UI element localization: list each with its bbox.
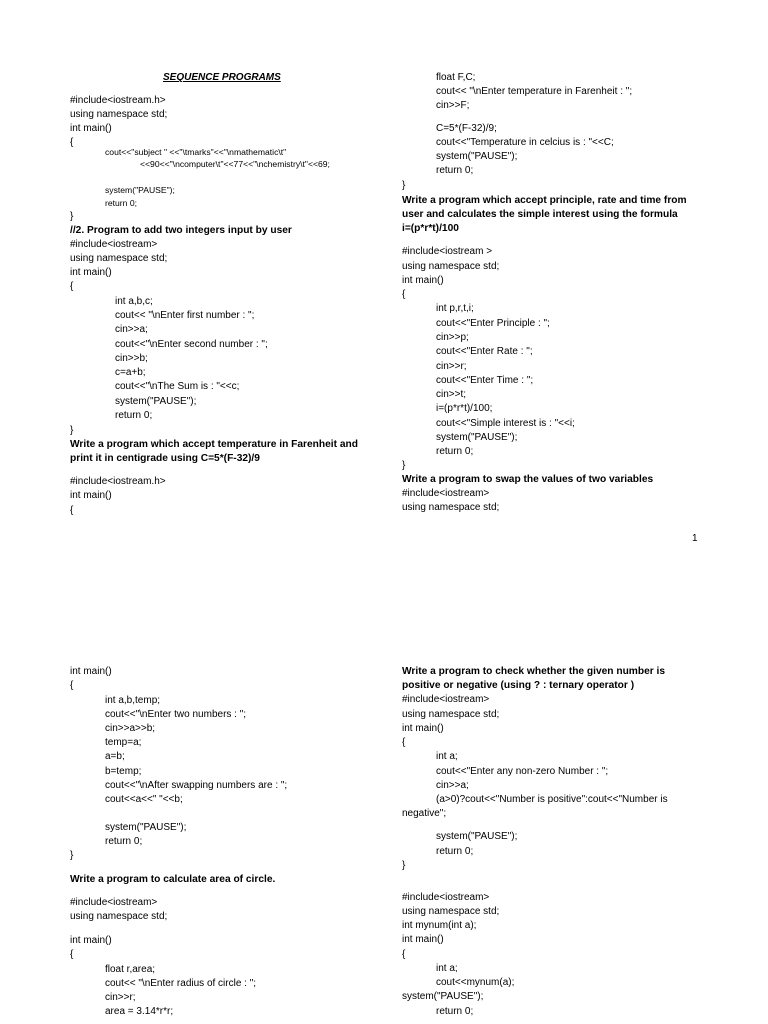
code-line-int-main: int main() [70, 666, 112, 677]
code-line-include-iostream-h: #include<iostream.h> [70, 95, 166, 106]
heading-write-a-program-to-swap-the-values-of-tw: Write a program to swap the values of two variables [402, 474, 654, 485]
code-line-system-pause: system("PAUSE"); [436, 831, 518, 842]
code-line-int-a: int a; [436, 751, 458, 762]
document-page-2 [0, 640, 768, 1024]
code-line-line: { [402, 289, 406, 300]
page2-right-column [402, 640, 732, 1024]
code-line-cin-f: cin>>F; [436, 100, 470, 111]
code-line-using-namespace-std: using namespace std; [402, 261, 500, 272]
code-line-include-iostream-h: #include<iostream.h> [70, 476, 166, 487]
code-line-line: { [402, 737, 406, 748]
code-line-int-main: int main() [402, 934, 444, 945]
code-line-return-0: return 0; [105, 836, 143, 847]
page-number: 1 [692, 533, 698, 544]
code-line-return-0: return 0; [436, 846, 474, 857]
code-line-using-namespace-std: using namespace std; [70, 253, 168, 264]
code-line-a-0-cout-number-is-positive-cout-number-: (a>0)?cout<<"Number is positive":cout<<"Number is [436, 794, 668, 805]
code-line-b-temp: b=temp; [105, 766, 142, 777]
heading-write-a-program-to-calculate-area-of-cir: Write a program to calculate area of circle. [70, 874, 276, 885]
code-line-line: { [70, 137, 74, 148]
code-line-int-main: int main() [402, 723, 444, 734]
code-line-cout-temperature-in-celcius-is-c: cout<<"Temperature in celcius is : "<<C; [436, 137, 614, 148]
code-line-temp-a: temp=a; [105, 737, 142, 748]
code-line-cout-enter-principle: cout<<"Enter Principle : "; [436, 318, 550, 329]
code-line-cout-enter-any-non-zero-number: cout<<"Enter any non-zero Number : "; [436, 766, 609, 777]
code-line-include-iostream: #include<iostream> [402, 694, 490, 705]
code-line-system-pause: system("PAUSE"); [436, 432, 518, 443]
code-line-int-main: int main() [70, 123, 112, 134]
code-line-return-0: return 0; [115, 410, 153, 421]
code-line-return-0: return 0; [436, 446, 474, 457]
heading-i-p-r-t-100: i=(p*r*t)/100 [402, 223, 459, 234]
code-line-line: } [70, 850, 74, 861]
code-line-cin-b: cin>>b; [115, 353, 148, 364]
code-line-cin-r: cin>>r; [105, 992, 136, 1003]
code-line-a-b: a=b; [105, 751, 125, 762]
code-line-int-mynum-int-a: int mynum(int a); [402, 920, 477, 931]
heading-write-a-program-to-check-whether-the-giv: Write a program to check whether the given number is [402, 666, 666, 677]
code-line-cout-nenter-temperature-in-farenheit: cout<< "\nEnter temperature in Farenheit : "; [436, 86, 633, 97]
code-line-line: { [70, 281, 74, 292]
code-line-system-pause: system("PAUSE"); [105, 822, 187, 833]
code-line-90-ncomputer-t-77-nchemistry-t-69: <<90<<"\ncomputer\t"<<77<<"\nchemistry\t"<<69; [140, 159, 330, 169]
code-line-int-main: int main() [402, 275, 444, 286]
code-line-line: { [70, 949, 74, 960]
code-line-line: } [70, 425, 74, 436]
page1-left-column [70, 0, 370, 560]
code-line-int-a-b-temp: int a,b,temp; [105, 695, 161, 706]
code-line-cin-a-b: cin>>a>>b; [105, 723, 156, 734]
code-line-line: } [402, 860, 406, 871]
code-line-c-5-f-32-9: C=5*(F-32)/9; [436, 123, 497, 134]
code-line-cout-mynum-a: cout<<mynum(a); [436, 977, 515, 988]
code-line-cout-enter-rate: cout<<"Enter Rate : "; [436, 346, 533, 357]
heading-print-it-in-centigrade-using-c-5-f-32-9: print it in centigrade using C=5*(F-32)/9 [70, 453, 260, 464]
code-line-using-namespace-std: using namespace std; [70, 109, 168, 120]
heading-2-program-to-add-two-integers-input-by-u: //2. Program to add two integers input by user [70, 225, 292, 236]
code-line-cout-nafter-swapping-numbers-are: cout<<"\nAfter swapping numbers are : "; [105, 780, 288, 791]
code-line-include-iostream: #include<iostream> [70, 239, 158, 250]
page-title: SEQUENCE PROGRAMS [163, 72, 281, 83]
code-line-using-namespace-std: using namespace std; [402, 502, 500, 513]
code-line-cout-enter-time: cout<<"Enter Time : "; [436, 375, 534, 386]
code-line-line: } [402, 180, 406, 191]
code-line-system-pause: system("PAUSE"); [402, 991, 484, 1002]
code-line-cout-nenter-two-numbers: cout<<"\nEnter two numbers : "; [105, 709, 247, 720]
code-line-negative: negative"; [402, 808, 447, 819]
code-line-return-0: return 0; [436, 1006, 474, 1017]
code-line-cout-nthe-sum-is-c: cout<<"\nThe Sum is : "<<c; [115, 381, 240, 392]
code-line-cout-simple-interest-is-i: cout<<"Simple interest is : "<<i; [436, 418, 575, 429]
code-line-int-main: int main() [70, 490, 112, 501]
code-line-using-namespace-std: using namespace std; [70, 911, 168, 922]
code-line-using-namespace-std: using namespace std; [402, 709, 500, 720]
heading-write-a-program-which-accept-temperature: Write a program which accept temperature in Farenheit and [70, 439, 358, 450]
code-line-int-main: int main() [70, 935, 112, 946]
code-line-cout-nenter-first-number: cout<< "\nEnter first number : "; [115, 310, 255, 321]
heading-positive-or-negative-using-ternary-opera: positive or negative (using ? : ternary operator ) [402, 680, 635, 691]
code-line-include-iostream: #include<iostream > [402, 246, 493, 257]
code-line-include-iostream: #include<iostream> [70, 897, 158, 908]
code-line-int-a-b-c: int a,b,c; [115, 296, 153, 307]
heading-user-and-calculates-the-simple-interest-: user and calculates the simple interest using the formula [402, 209, 678, 220]
code-line-line: { [70, 505, 74, 516]
code-line-system-pause: system("PAUSE"); [115, 396, 197, 407]
code-line-cout-a-b: cout<<a<<" "<<b; [105, 794, 183, 805]
page1-right-column [402, 0, 732, 560]
code-line-int-p-r-t-i: int p,r,t,i; [436, 303, 474, 314]
code-line-return-0: return 0; [105, 198, 138, 208]
code-line-cout-nenter-radius-of-circle: cout<< "\nEnter radius of circle : "; [105, 978, 257, 989]
code-line-line: { [402, 949, 406, 960]
code-line-float-f-c: float F,C; [436, 72, 476, 83]
code-line-area-3-14-r-r: area = 3.14*r*r; [105, 1006, 174, 1017]
code-line-include-iostream: #include<iostream> [402, 892, 490, 903]
code-line-cin-r: cin>>r; [436, 361, 467, 372]
code-line-cin-t: cin>>t; [436, 389, 467, 400]
code-line-cin-p: cin>>p; [436, 332, 469, 343]
page2-left-column [70, 640, 370, 1024]
heading-write-a-program-which-accept-principle-r: Write a program which accept principle, rate and time from [402, 195, 687, 206]
code-line-cout-subject-tmarks-nmathematic-t: cout<<"subject " <<"\tmarks"<<"\nmathematic\t" [105, 147, 287, 157]
code-line-line: } [402, 460, 406, 471]
code-line-cin-a: cin>>a; [436, 780, 469, 791]
code-line-line: { [70, 680, 74, 691]
code-line-cout-nenter-second-number: cout<<"\nEnter second number : "; [115, 339, 268, 350]
code-line-float-r-area: float r,area; [105, 964, 156, 975]
code-line-int-a: int a; [436, 963, 458, 974]
code-line-i-p-r-t-100: i=(p*r*t)/100; [436, 403, 493, 414]
code-line-return-0: return 0; [436, 165, 474, 176]
code-line-system-pause: system("PAUSE"); [105, 185, 175, 195]
code-line-include-iostream: #include<iostream> [402, 488, 490, 499]
code-line-using-namespace-std: using namespace std; [402, 906, 500, 917]
code-line-c-a-b: c=a+b; [115, 367, 146, 378]
code-line-int-main: int main() [70, 267, 112, 278]
code-line-system-pause: system("PAUSE"); [436, 151, 518, 162]
code-line-cin-a: cin>>a; [115, 324, 148, 335]
code-line-line: } [70, 211, 74, 222]
